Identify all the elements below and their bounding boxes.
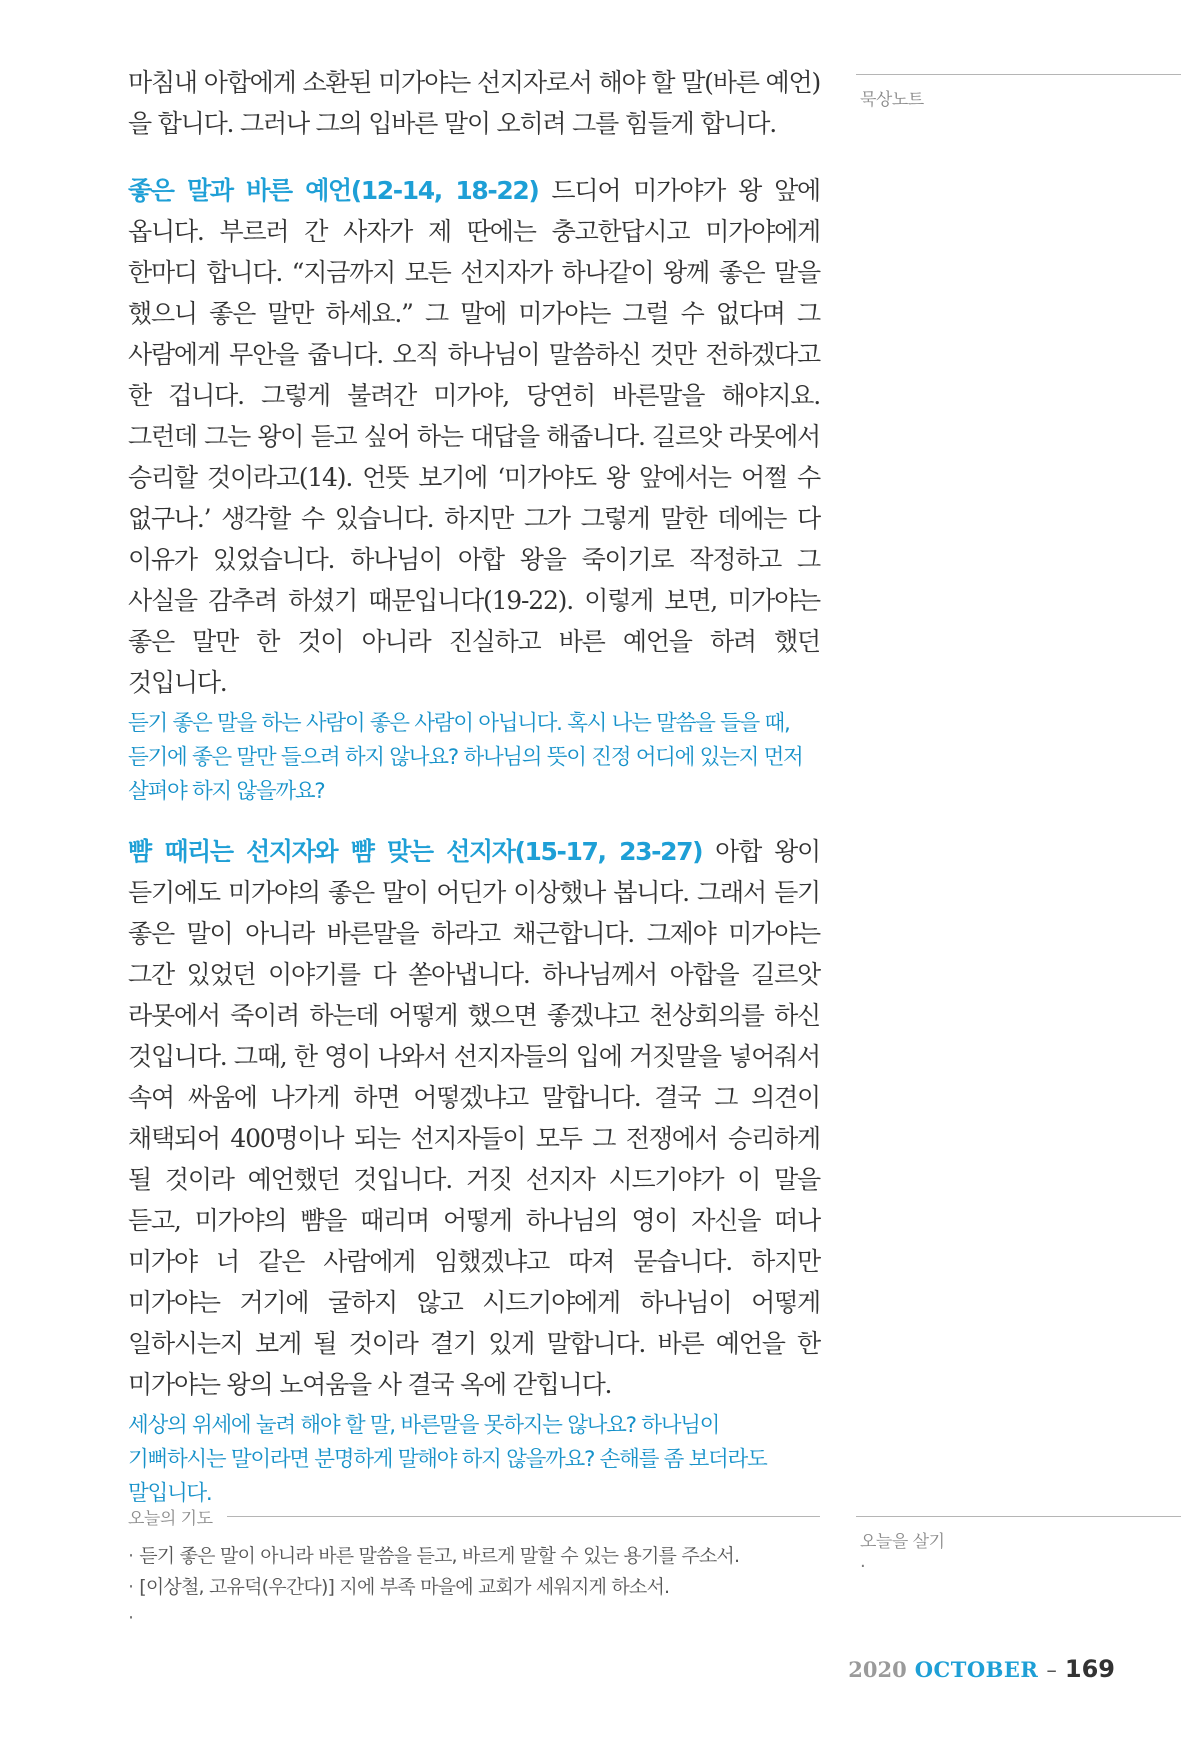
section-1-reflection: 듣기 좋은 말을 하는 사람이 좋은 사람이 아닙니다. 혹시 나는 말씀을 들을 때, 듣기에 좋은 말만 들으려 하지 않나요? 하나님의 뜻이 진정 어디에 있는지 먼저 살펴야 하지 않을까요? (128, 711, 803, 804)
prayer-item-text: [이상철, 고유덕(우간다)] 지에 부족 마을에 교회가 세워지게 하소서. (139, 1576, 670, 1598)
page-footer (848, 1655, 1115, 1683)
meditation-note-label: 묵상노트 (860, 90, 924, 110)
prayer-item-text: 듣기 좋은 말이 아니라 바른 말씀을 듣고, 바르게 말할 수 있는 용기를 주소서. (139, 1545, 740, 1567)
section-2-heading: 뺨 때리는 선지자와 뺨 맞는 선지자(15-17, 23-27) (128, 837, 703, 866)
prayer-item (128, 1603, 820, 1634)
bullet-icon: · (128, 1576, 134, 1598)
prayer-list (128, 1541, 820, 1634)
section-2-body: 아합 왕이 듣기에도 미가야의 좋은 말이 어딘가 이상했나 봅니다. 그래서 듣기 좋은 말이 아니라 바른말을 하라고 채근합니다. 그제야 미가야는 그간 있었던 이야기를 다 쏟아냅니다. 하나님께서 아합을 길르앗 라못에서 죽이려 하는데 어떻게 했으면 좋겠냐고 천상회의를 하신 것입니다. 그때, 한 영이 나와서 선지자들의 입에 거짓말을 넣어줘서 속여 싸움에 나가게 하면 어떻겠냐고 말합니다. 결국 그 의견이 채택되어 400명이나 되는 선지자들이 모두 그 전쟁에서 승리하게 될 것이라 예언했던 것입니다. 거짓 선지자 시드기야가 이 말을 듣고, 미가야의 뺨을 때리며 어떻게 하나님의 영이 자신을 떠나 미가야 너 같은 사람에게 임했겠냐고 따져 묻습니다. 하지만 미가야는 거기에 굴하지 않고 시드기야에게 하나님이 어떻게 일하시는지 보게 될 것이라 결기 있게 말합니다. 바른 예언을 한 미가야는 왕의 노여움을 사 결국 옥에 갇힙니다. (128, 837, 820, 1399)
section-1-heading: 좋은 말과 바른 예언(12-14, 18-22) (128, 176, 539, 205)
prayer-header (128, 1504, 820, 1529)
prayer-item (128, 1572, 820, 1603)
intro-paragraph: 마침내 아합에게 소환된 미가야는 선지자로서 해야 할 말(바른 예언)을 합니다. 그러나 그의 입바른 말이 오히려 그를 힘들게 합니다. (128, 68, 820, 138)
sidebar-meditation-note (856, 74, 1181, 110)
main-content (128, 62, 820, 1511)
bullet-icon: · (128, 1607, 134, 1629)
living-today-label: 오늘을 살기 (860, 1532, 945, 1552)
todays-prayer (128, 1504, 820, 1634)
footer-dash: – (1046, 1658, 1057, 1682)
prayer-item (128, 1541, 820, 1572)
section-2-reflection: 세상의 위세에 눌려 해야 할 말, 바른말을 못하지는 않나요? 하나님이 기뻐하시는 말이라면 분명하게 말해야 하지 않을까요? 손해를 좀 보더라도 말입니다. (128, 1413, 767, 1506)
section-1-paragraph (128, 170, 820, 703)
section-2-paragraph (128, 831, 820, 1405)
footer-month: OCTOBER (914, 1657, 1039, 1682)
prayer-title: 오늘의 기도 (128, 1509, 213, 1529)
footer-year: 2020 (848, 1657, 907, 1682)
page-number: 169 (1064, 1655, 1115, 1683)
sidebar-living-today (856, 1516, 1181, 1577)
living-today-bullet: · (860, 1556, 866, 1577)
bullet-icon: · (128, 1545, 134, 1567)
prayer-divider (227, 1516, 820, 1517)
section-1-body: 드디어 미가야가 왕 앞에 옵니다. 부르러 간 사자가 제 딴에는 충고한답시고 미가야에게 한마디 합니다. “지금까지 모든 선지자가 하나같이 왕께 좋은 말을 했으니 좋은 말만 하세요.” 그 말에 미가야는 그럴 수 없다며 그 사람에게 무안을 줍니다. 오직 하나님이 말씀하신 것만 전하겠다고 한 겁니다. 그렇게 불려간 미가야, 당연히 바른말을 해야지요. 그런데 그는 왕이 듣고 싶어 하는 대답을 해줍니다. 길르앗 라못에서 승리할 것이라고(14). 언뜻 보기에 ‘미가야도 왕 앞에서는 어쩔 수 없구나.’ 생각할 수 있습니다. 하지만 그가 그렇게 말한 데에는 다 이유가 있었습니다. 하나님이 아합 왕을 죽이기로 작정하고 그 사실을 감추려 하셨기 때문입니다(19-22). 이렇게 보면, 미가야는 좋은 말만 한 것이 아니라 진실하고 바른 예언을 하려 했던 것입니다. (128, 176, 820, 697)
